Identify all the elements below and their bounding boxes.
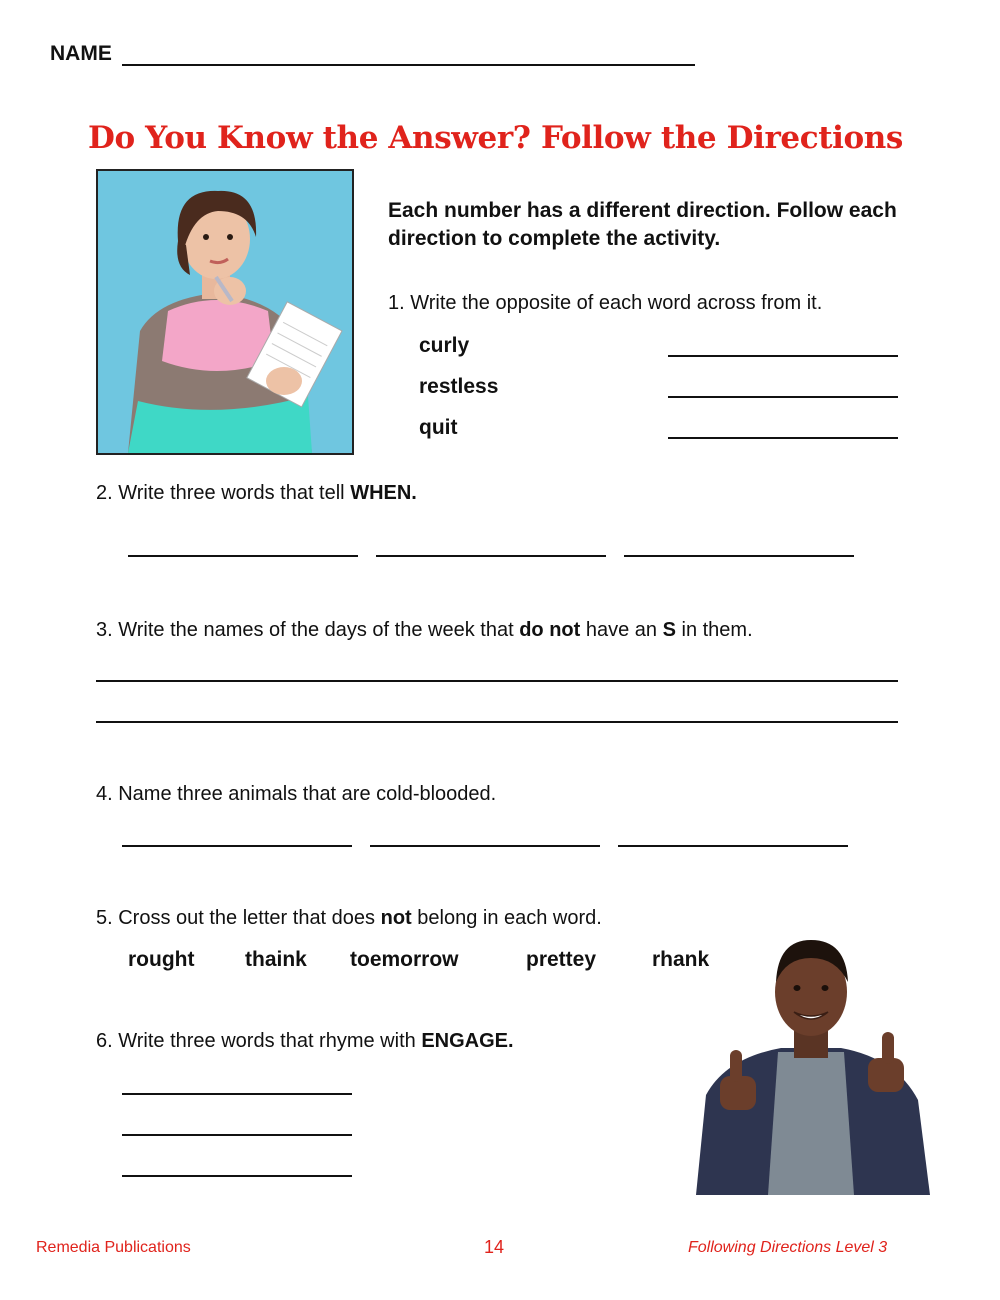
woman-illustration — [98, 171, 352, 453]
q2-answer-line-3[interactable] — [624, 555, 854, 557]
q1-answer-line-1[interactable] — [668, 355, 898, 357]
q2-answer-line-2[interactable] — [376, 555, 606, 557]
man-illustration — [686, 930, 936, 1195]
q5-word-prettey[interactable]: prettey — [526, 948, 597, 971]
q1-answer-line-2[interactable] — [668, 396, 898, 398]
q1-word-restless: restless — [419, 375, 499, 398]
footer-page-number: 14 — [484, 1237, 505, 1257]
question-6-text: 6. Write three words that rhyme with ENGAGE. — [96, 1030, 514, 1052]
q6-answer-line-1[interactable] — [122, 1093, 352, 1095]
man-thumbs-up-photo — [686, 930, 936, 1195]
page-title: Do You Know the Answer? Follow the Directions — [88, 120, 903, 156]
q5-word-thaink[interactable]: thaink — [245, 948, 307, 971]
q6-answer-line-3[interactable] — [122, 1175, 352, 1177]
question-4-text: 4. Name three animals that are cold-blooded. — [96, 783, 497, 805]
footer-series-title: Following Directions Level 3 — [688, 1239, 888, 1256]
question-5-text: 5. Cross out the letter that does not belong in each word. — [96, 907, 602, 929]
q5-word-toemorrow[interactable]: toemorrow — [350, 948, 459, 971]
q5-word-rhank[interactable]: rhank — [652, 948, 710, 971]
question-1-text: 1. Write the opposite of each word across from it. — [388, 292, 823, 314]
name-label: NAME — [50, 42, 112, 65]
name-field-line[interactable] — [122, 64, 695, 66]
intro-text: Each number has a different direction. Follow each direction to complete the activity. — [388, 199, 897, 250]
question-3-text: 3. Write the names of the days of the week that do not have an S in them. — [96, 619, 753, 641]
woman-thinking-photo — [96, 169, 354, 455]
q1-word-quit: quit — [419, 416, 458, 439]
q4-answer-line-3[interactable] — [618, 845, 848, 847]
q4-answer-line-2[interactable] — [370, 845, 600, 847]
q4-answer-line-1[interactable] — [122, 845, 352, 847]
q1-word-curly: curly — [419, 334, 470, 357]
q3-answer-line-1[interactable] — [96, 680, 898, 682]
q3-answer-line-2[interactable] — [96, 721, 898, 723]
q2-answer-line-1[interactable] — [128, 555, 358, 557]
q6-answer-line-2[interactable] — [122, 1134, 352, 1136]
footer-publisher: Remedia Publications — [36, 1239, 191, 1256]
q1-answer-line-3[interactable] — [668, 437, 898, 439]
question-2-text: 2. Write three words that tell WHEN. — [96, 482, 417, 504]
q5-word-rought[interactable]: rought — [128, 948, 195, 971]
